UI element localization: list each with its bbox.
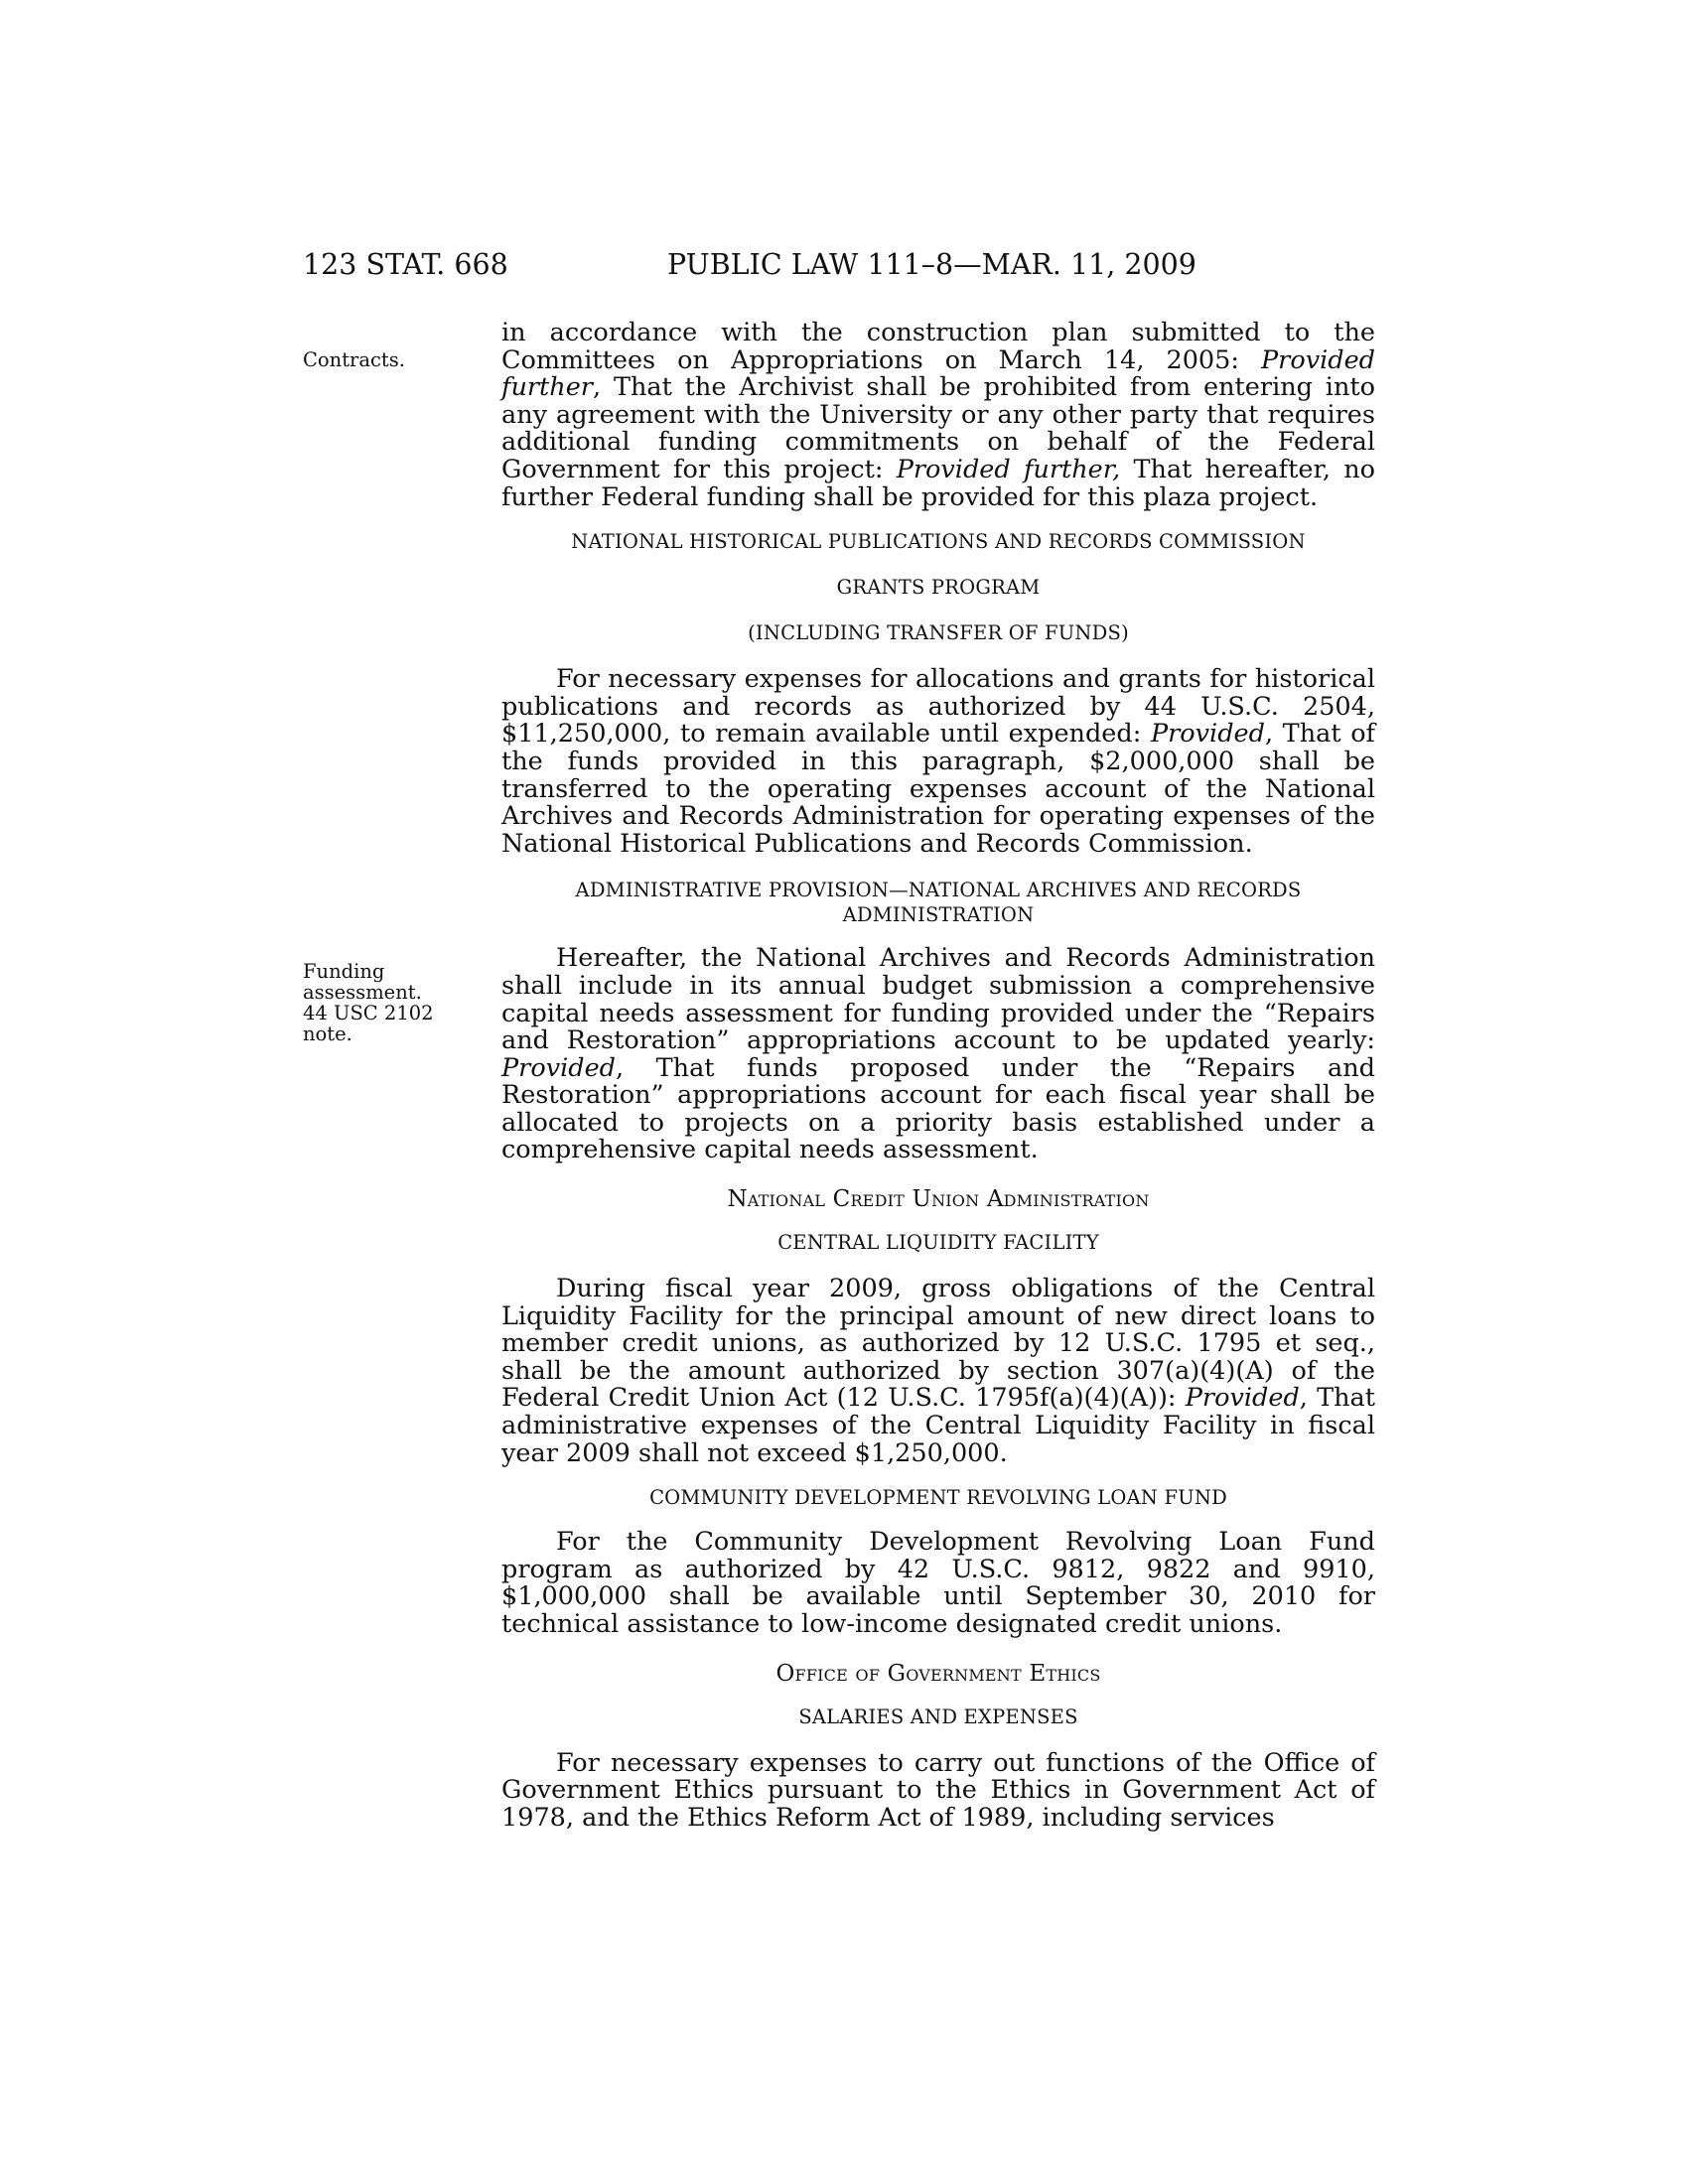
paragraph-nhprc: For necessary expenses for allocations and grants for historical publications and records as authorized by 44 U.S.C. 2504, $11,250,000, to remain available until expended: Provided, That of the funds provided in this paragraph, $2,000,000 shall be transferred to the operating expenses account of the National Archives and Records Administration for operating expenses of the National Historical Publications and Records Commission.: [501, 664, 1375, 859]
paragraph-administrative-provision: Hereafter, the National Archives and Records Administration shall include in its annual budget submission a comprehensive capital needs assessment for funding provided under the “Repairs and Restoration” appropriations account to be updated yearly: Provided, That funds proposed under the “Repairs and Restoration” appropriations account for each fiscal year shall be allocated to projects on a priority basis established under a comprehensive capital needs assessment.: [501, 943, 1375, 1165]
margin-note-contracts: Contracts.: [303, 348, 405, 371]
paragraph-central-liquidity-facility: During fiscal year 2009, gross obligations of the Central Liquidity Facility for the principal amount of new direct loans to member credit unions, as authorized by 12 U.S.C. 1795 et seq., shall be the amount authorized by section 307(a)(4)(A) of the Federal Credit Union Act (12 U.S.C. 1795f(a)(4)(A)): Provided, That administrative expenses of the Central Liquidity Facility in fiscal year 2009 shall not exceed $1,250,000.: [501, 1274, 1375, 1468]
paragraph-plaza: in accordance with the construction plan submitted to the Committees on Appropriations on March 14, 2005: Provided further, That the Archivist shall be prohibited from entering into any agreement with the University or any other party that requires additional funding commitments on behalf of the Federal Government for this project: Provided further, That hereafter, no further Federal funding shall be provided for this plaza project.: [501, 318, 1375, 512]
running-header: [0, 248, 1688, 288]
heading-office-of-government-ethics: Office of Government Ethics: [775, 1660, 1101, 1687]
margin-note-line: Funding: [303, 960, 385, 983]
paragraph-office-of-government-ethics: For necessary expenses to carry out functions of the Office of Government Ethics pursuant to the Ethics in Government Act of 1978, and the Ethics Reform Act of 1989, including services: [501, 1747, 1375, 1833]
heading-community-development-loan-fund: COMMUNITY DEVELOPMENT REVOLVING LOAN FUND: [649, 1486, 1227, 1510]
body-text: [501, 320, 1375, 1832]
margin-note-line: assessment.: [303, 981, 422, 1004]
public-law-title: PUBLIC LAW 111–8—MAR. 11, 2009: [667, 248, 1196, 281]
heading-grants-program: GRANTS PROGRAM: [836, 576, 1041, 600]
paragraph-community-development-loan-fund: For the Community Development Revolving Loan Fund program as authorized by 42 U.S.C. 9812, 9822 and 9910, $1,000,000 shall be available until September 30, 2010 for technical assistance to low-income designated credit unions.: [501, 1527, 1375, 1639]
heading-ncua: National Credit Union Administration: [727, 1186, 1150, 1213]
heading-nhprc: NATIONAL HISTORICAL PUBLICATIONS AND RECORDS COMMISSION: [571, 530, 1306, 554]
heading-central-liquidity-facility: CENTRAL LIQUIDITY FACILITY: [777, 1231, 1099, 1255]
margin-note-line: note.: [303, 1023, 352, 1045]
margin-note-line: 44 USC 2102: [303, 1002, 434, 1024]
heading-transfer-of-funds: (INCLUDING TRANSFER OF FUNDS): [748, 621, 1129, 645]
heading-salaries-and-expenses: SALARIES AND EXPENSES: [798, 1705, 1078, 1728]
statute-page-number: 123 STAT. 668: [303, 248, 508, 281]
margin-note-funding: [303, 961, 434, 1044]
heading-administrative-provision: ADMINISTRATIVE PROVISION—NATIONAL ARCHIVES AND RECORDS ADMINISTRATION: [575, 879, 1302, 927]
